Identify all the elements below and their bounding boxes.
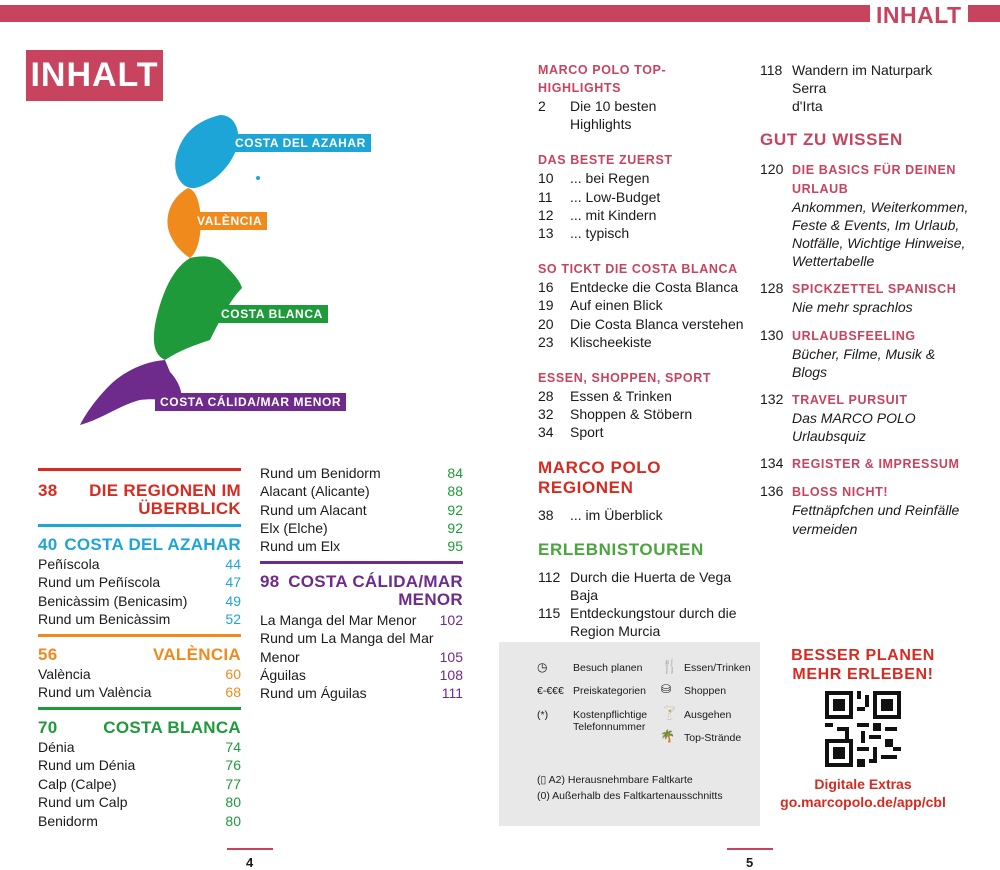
list-item-page: 60 (225, 666, 241, 682)
toc-page-number: 19 (538, 297, 554, 314)
toc-item-cont (760, 97, 970, 115)
toc-item-heading: TRAVEL PURSUIT (792, 393, 908, 408)
toc-section-title: MARCO POLO REGIONEN (538, 457, 662, 497)
list-item-page: 95 (447, 538, 463, 554)
list-item[interactable] (260, 519, 463, 537)
regions-column-2 (260, 464, 463, 714)
list-item-label: Alacant (Alicante) (260, 483, 370, 499)
list-item-page: 108 (439, 667, 463, 683)
toc-item[interactable] (538, 188, 748, 206)
toc-item-desc: vermeiden (792, 520, 858, 537)
list-item-label: Benidorm (38, 813, 98, 829)
coast-map-illustration (70, 110, 350, 440)
cutlery-icon: 🍴 (661, 658, 679, 674)
toc-item-cont (538, 115, 748, 133)
list-item-page: 84 (447, 465, 463, 481)
list-item-page: 74 (225, 739, 241, 755)
legend-beaches: Top-Strände (684, 732, 742, 744)
toc-page-number: 34 (538, 424, 554, 441)
toc-item[interactable] (760, 326, 970, 381)
list-item-page: 105 (439, 649, 463, 665)
toc-item-label: Die Costa Blanca verstehen (570, 315, 744, 332)
page-number-right: 5 (746, 855, 754, 870)
toc-item-label: Auf einen Blick (570, 297, 663, 314)
toc-item-label: Entdeckungstour durch die (570, 605, 737, 622)
region-divider (38, 468, 241, 471)
qr-code[interactable] (825, 691, 901, 767)
list-item[interactable] (260, 648, 463, 666)
toc-column-a (538, 61, 748, 641)
regions-column-1 (38, 468, 241, 838)
page-title: INHALT (26, 50, 163, 101)
list-item[interactable] (38, 555, 241, 573)
qr-code-image (825, 691, 901, 767)
toc-item[interactable] (760, 454, 970, 473)
map-label-blanca: COSTA BLANCA (216, 305, 328, 323)
toc-item[interactable] (538, 97, 748, 115)
list-item-page: 76 (225, 757, 241, 773)
list-item-label: Rund um Benidorm (260, 465, 381, 481)
list-item-page: 68 (225, 684, 241, 700)
toc-item-heading: URLAUB (792, 181, 849, 196)
toc-item-label: ... typisch (570, 225, 630, 242)
toc-item-label: Klischeekiste (570, 333, 652, 350)
list-item-label: Elx (Elche) (260, 520, 328, 536)
promo-line1: BESSER PLANEN (791, 647, 935, 664)
toc-item-label: Entdecke die Costa Blanca (570, 279, 739, 296)
toc-item[interactable] (538, 333, 748, 351)
toc-item[interactable] (538, 423, 748, 441)
map-label-azahar: COSTA DEL AZAHAR (230, 134, 371, 152)
list-item[interactable] (38, 812, 241, 830)
promo-line2: MEHR ERLEBEN! (792, 666, 934, 683)
toc-page-number: 130 (760, 326, 784, 343)
list-item-label: Rund um Águilas (260, 685, 367, 701)
toc-page-number: 32 (538, 406, 554, 423)
list-item-label: València (38, 666, 91, 682)
toc-section-title: MARCO POLO TOP-HIGHLIGHTS (538, 63, 667, 95)
toc-item-desc: Das MARCO POLO Urlaubsquiz (792, 410, 916, 445)
page-number-left: 4 (246, 855, 254, 870)
toc-item-label: ... Low-Budget (570, 188, 661, 205)
map-label-valencia: VALÈNCIA (192, 212, 267, 230)
list-item[interactable] (38, 610, 241, 628)
region-page-number: 70 (38, 718, 58, 737)
toc-page-number: 132 (760, 391, 784, 408)
toc-item[interactable] (538, 506, 748, 524)
map-label-calida: COSTA CÁLIDA/MAR MENOR (155, 393, 346, 411)
region-name-line1: COSTA CÁLIDA/MAR (288, 572, 463, 591)
toc-page-number: 38 (538, 506, 554, 523)
toc-column-b (760, 61, 970, 538)
list-item-page: 80 (225, 813, 241, 829)
toc-item[interactable] (538, 278, 748, 296)
region-page-number: 38 (38, 481, 58, 500)
legend-cost-line2: Telefonnummer (573, 721, 646, 733)
palm-tree-icon: 🌴 (660, 729, 675, 743)
list-item-page: 44 (225, 556, 241, 572)
toc-item-label: Region Murcia (570, 623, 661, 640)
list-item[interactable] (38, 793, 241, 811)
toc-item-desc: Wettertabelle (792, 253, 875, 270)
toc-item-label: Essen & Trinken (570, 388, 672, 405)
region-divider (38, 524, 241, 527)
region-name: COSTA DEL AZAHAR (64, 535, 241, 554)
list-item[interactable] (38, 683, 241, 701)
toc-item[interactable] (760, 160, 970, 271)
list-item-label: La Manga del Mar Menor (260, 612, 417, 628)
toc-item-label: Sport (570, 424, 604, 441)
region-name-line2: MENOR (398, 590, 463, 609)
list-item-page: 52 (225, 611, 241, 627)
list-item-label: Peñíscola (38, 556, 100, 572)
toc-item-desc: Notfälle, Wichtige Hinweise, (792, 235, 966, 252)
toc-item-label: Die 10 besten (570, 98, 657, 114)
list-item[interactable] (260, 537, 463, 555)
region-page-number: 40 (38, 535, 58, 554)
toc-page-number: 136 (760, 483, 784, 500)
toc-item[interactable] (538, 224, 748, 242)
list-item-page: 88 (447, 483, 463, 499)
toc-item[interactable] (538, 568, 748, 604)
list-item-label: Rund um La Manga del Mar (260, 630, 434, 646)
toc-page-number: 2 (538, 98, 546, 114)
toc-item[interactable] (538, 296, 748, 314)
list-item[interactable] (260, 666, 463, 684)
toc-page-number: 134 (760, 455, 784, 472)
list-item[interactable] (260, 684, 463, 702)
list-item-label: Rund um València (38, 684, 152, 700)
toc-page-number: 128 (760, 280, 784, 297)
toc-item-label: Wandern im Naturpark Serra (792, 62, 933, 97)
clock-icon: ◷ (537, 660, 548, 674)
toc-item-label: ... mit Kindern (570, 206, 657, 223)
legend-outside: (0) Außerhalb des Faltkartenausschnitts (537, 790, 723, 802)
page-number-rule (727, 848, 773, 850)
toc-page-number: 115 (538, 605, 561, 622)
toc-item-label: Shoppen & Stöbern (570, 406, 693, 423)
toc-item[interactable] (760, 61, 970, 97)
list-item-page: 47 (225, 574, 241, 590)
toc-section-title: ERLEBNISTOUREN (538, 539, 704, 559)
list-item[interactable] (38, 573, 241, 591)
list-item[interactable] (38, 756, 241, 774)
legend-box (499, 642, 760, 826)
list-item-page: 80 (225, 794, 241, 810)
toc-page-number: 16 (538, 279, 554, 296)
list-item[interactable] (260, 482, 463, 500)
toc-item-desc: Ankommen, Weiterkommen, (792, 198, 969, 215)
list-item-label: Rund um Calp (38, 794, 128, 810)
toc-item-heading: DIE BASICS FÜR DEINEN (792, 162, 957, 177)
toc-item-label: ... im Überblick (570, 506, 663, 523)
toc-item-heading: URLAUBSFEELING (792, 328, 916, 343)
toc-item-desc: Nie mehr sprachlos (792, 299, 913, 316)
toc-item[interactable] (760, 279, 970, 316)
list-item-page: 77 (225, 776, 241, 792)
region-divider (38, 707, 241, 710)
legend-nightlife: Ausgehen (684, 709, 732, 721)
toc-item[interactable] (538, 169, 748, 187)
list-item[interactable] (38, 738, 241, 756)
top-bar (0, 5, 870, 22)
list-item-label: Rund um Dénia (38, 757, 136, 773)
region-divider (38, 634, 241, 637)
toc-item[interactable] (538, 405, 748, 423)
list-item-label: Rund um Alacant (260, 502, 367, 518)
toc-page-number: 23 (538, 333, 554, 350)
region-name: VALÈNCIA (152, 645, 241, 664)
legend-cost-line1: Kostenpflichtige (573, 709, 648, 721)
list-item-label: Rund um Benicàssim (38, 611, 171, 627)
toc-page-number: 112 (538, 568, 561, 585)
toc-page-number: 20 (538, 315, 554, 332)
toc-page-number: 118 (760, 62, 783, 78)
toc-item-label: d'Irta (792, 98, 823, 115)
legend-price: Preiskategorien (573, 685, 646, 697)
legend-food: Essen/Trinken (684, 662, 751, 674)
region-map (70, 110, 366, 440)
toc-page-number: 12 (538, 206, 554, 223)
promo-block (778, 646, 948, 811)
toc-item-desc: Feste & Events, Im Urlaub, (792, 216, 960, 233)
top-bar-end (968, 5, 1000, 22)
list-item-label: Dénia (38, 739, 75, 755)
list-item-label: Rund um Peñíscola (38, 574, 161, 590)
cocktail-icon: 🍸 (662, 706, 677, 720)
toc-item[interactable] (538, 387, 748, 405)
toc-section-title: GUT ZU WISSEN (760, 129, 903, 149)
toc-item-heading: REGISTER & IMPRESSUM (792, 457, 960, 472)
toc-item[interactable] (760, 390, 970, 445)
list-item-label: Águilas (260, 667, 306, 683)
toc-page-number: 13 (538, 225, 554, 242)
header-tab-label: INHALT (876, 2, 962, 28)
toc-item-desc: Fettnäpfchen und Reinfälle (792, 502, 960, 519)
legend-price-symbol: €-€€€ (537, 685, 564, 697)
region-divider (260, 561, 463, 564)
toc-item[interactable] (538, 315, 748, 333)
page-number-rule (227, 848, 273, 850)
list-item-label: Rund um Elx (260, 538, 341, 554)
legend-map: (▯ A2) Herausnehmbare Faltkarte (537, 774, 693, 786)
toc-page-number: 28 (538, 388, 554, 405)
list-item-label: Calp (Calpe) (38, 776, 117, 792)
list-item[interactable] (38, 665, 241, 683)
toc-section-title: DAS BESTE ZUERST (538, 153, 673, 168)
list-item-page: 92 (447, 502, 463, 518)
promo-url[interactable]: go.marcopolo.de/app/cbl (780, 794, 946, 810)
list-item-page: 49 (225, 593, 241, 609)
toc-page-number: 11 (538, 188, 553, 205)
region-header-calida[interactable] (260, 573, 463, 609)
region-header-blanca[interactable] (38, 719, 241, 737)
list-item[interactable] (260, 611, 463, 629)
list-item[interactable] (38, 592, 241, 610)
promo-extras: Digitale Extras (814, 776, 912, 792)
list-item-page: 102 (439, 612, 463, 628)
region-name-line2: ÜBERBLICK (138, 499, 241, 518)
legend-plan: Besuch planen (573, 662, 643, 674)
list-item-label: Menor (260, 649, 300, 665)
toc-item-desc: Bücher, Filme, Musik & Blogs (792, 345, 936, 380)
region-page-number: 56 (38, 645, 58, 664)
region-header-azahar[interactable] (38, 536, 241, 554)
toc-item-heading: BLOSS NICHT! (792, 485, 889, 500)
toc-item-heading: SPICKZETTEL SPANISCH (792, 282, 957, 297)
toc-item-cont (538, 622, 748, 640)
region-page-number: 98 (260, 572, 280, 591)
legend-cost-symbol: (*) (537, 709, 549, 721)
toc-section-title: SO TICKT DIE COSTA BLANCA (538, 262, 738, 277)
toc-item-label: ... bei Regen (570, 170, 650, 187)
toc-page-number: 10 (538, 170, 554, 187)
list-item-label: Benicàssim (Benicasim) (38, 593, 188, 609)
toc-page-number: 120 (760, 160, 784, 177)
list-item-page: 111 (441, 685, 463, 701)
region-name: COSTA BLANCA (103, 718, 241, 737)
region-header-valencia[interactable] (38, 646, 241, 664)
list-item-page: 92 (447, 520, 463, 536)
toc-item[interactable] (538, 206, 748, 224)
basket-icon: ⛁ (661, 682, 672, 696)
list-item[interactable] (260, 629, 463, 647)
toc-item[interactable] (760, 482, 970, 537)
legend-shopping: Shoppen (684, 685, 727, 697)
toc-item-label: Highlights (570, 116, 632, 133)
region-name-line1: DIE REGIONEN IM (89, 481, 241, 500)
toc-item[interactable] (538, 604, 748, 622)
list-item[interactable] (260, 464, 463, 482)
list-item[interactable] (260, 501, 463, 519)
toc-section-title: ESSEN, SHOPPEN, SPORT (538, 371, 712, 386)
toc-item-label: Durch die Huerta de Vega Baja (570, 568, 732, 604)
list-item[interactable] (38, 775, 241, 793)
